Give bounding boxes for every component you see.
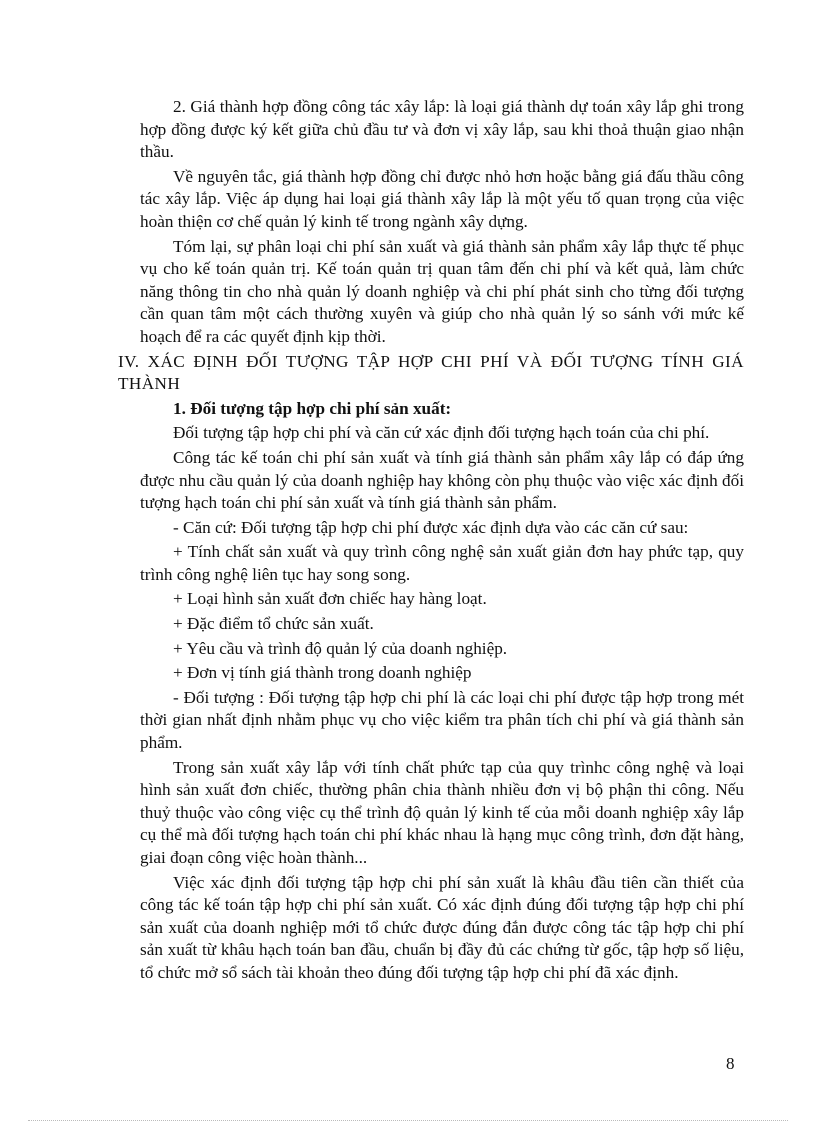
list-item-management-level: + Yêu cầu và trình độ quản lý của doanh nghiệp. [173, 638, 508, 658]
paragraph-basis: - Căn cứ: Đối tượng tập hợp chi phí được xác định dựa vào các căn cứ sau: [173, 517, 689, 537]
paragraph-accounting-work: Công tác kế toán chi phí sản xuất và tính giá thành sản phẩm xây lắp có đáp ứng được nhu cầu quản lý của doanh nghiệp hay không còn phụ thuộc vào việc xác định đối tượng hạch toán chi phí sản xuất và tính giá thành sản phẩm. [140, 447, 744, 513]
list-item-organization: + Đặc điểm tổ chức sản xuất. [173, 614, 374, 634]
page-bottom-divider [28, 1120, 788, 1121]
paragraph-determination: Việc xác định đối tượng tập hợp chi phí sản xuất là khâu đầu tiên cần thiết của công tác kế toán tập hợp chi phí sản xuất. Có xác định đúng đối tượng tập hợp chi phí sản xuất của doanh nghiệp mới tổ chức được đúng đắn được công tác tập hợp chi phí sản xuất từ khâu hạch toán ban đầu, chuẩn bị đầy đủ các chứng từ gốc, tập hợp số liệu, tổ chức mở sổ sách tài khoản theo đúng đối tượng tập hợp chi phí đã xác định. [140, 872, 744, 982]
paragraph-object-definition: - Đối tượng : Đối tượng tập hợp chi phí là các loại chi phí được tập hợp trong mét thời gian nhất định nhằm phục vụ cho việc kiểm tra phân tích chi phí và giá thành sản phẩm. [140, 687, 744, 753]
page-number: 8 [726, 1054, 735, 1073]
section-heading-iv: IV. XÁC ĐỊNH ĐỐI TƯỢNG TẬP HỢP CHI PHÍ VÀ ĐỐI TƯỢNG TÍNH GIÁ THÀNH [118, 351, 744, 394]
paragraph-construction-production: Trong sản xuất xây lắp với tính chất phức tạp của quy trìnhc công nghệ và loại hình sản xuất đơn chiếc, thường phân chia thành nhiều đơn vị bộ phận thi công. Nếu thuỷ thuộc vào công việc cụ thể trình độ quản lý kinh tế của mỗi doanh nghiệp xây lắp cụ thể mà đối tượng hạch toán chi phí khác nhau là hạng mục công trình, đơn đặt hàng, giai đoạn công việc hoàn thành... [140, 757, 744, 867]
list-item-production-type: + Loại hình sản xuất đơn chiếc hay hàng loạt. [173, 589, 487, 609]
paragraph-summary: Tóm lại, sự phân loại chi phí sản xuất và giá thành sản phẩm xây lắp thực tế phục vụ cho kế toán quản trị. Kế toán quản trị quan tâm đến chi phí và kết quả, làm chức năng thông tin cho nhà quản lý doanh nghiệp và chi phí phát sinh cho từng đối tượng cần quan tâm một cách thường xuyên và giúp cho nhà quản lý so sánh với mức kế hoạch để ra các quyết định kịp thời. [140, 236, 744, 346]
list-item-costing-unit: + Đơn vị tính giá thành trong doanh nghiệp [173, 663, 472, 683]
subsection-heading-1: 1. Đối tượng tập hợp chi phí sản xuất: [173, 398, 452, 418]
paragraph-principle: Về nguyên tắc, giá thành hợp đồng chỉ được nhỏ hơn hoặc bằng giá đấu thầu công tác xây lắp. Việc áp dụng hai loại giá thành xây lắp là một yếu tố quan trọng của việc hoàn thiện cơ chế quản lý kinh tế trong ngành xây dựng. [140, 166, 744, 231]
paragraph-contract-price: 2. Giá thành hợp đồng công tác xây lắp: là loại giá thành dự toán xây lắp ghi trong hợp đồng được ký kết giữa chủ đầu tư và đơn vị xây lắp, sau khi thoả thuận giao nhận thầu. [140, 97, 744, 162]
paragraph-cost-object: Đối tượng tập hợp chi phí và căn cứ xác định đối tượng hạch toán của chi phí. [173, 423, 710, 443]
document-body [118, 96, 744, 987]
list-item-production-nature: + Tính chất sản xuất và quy trình công nghệ sản xuất giản đơn hay phức tạp, quy trình công nghệ liên tục hay song song. [140, 542, 744, 584]
